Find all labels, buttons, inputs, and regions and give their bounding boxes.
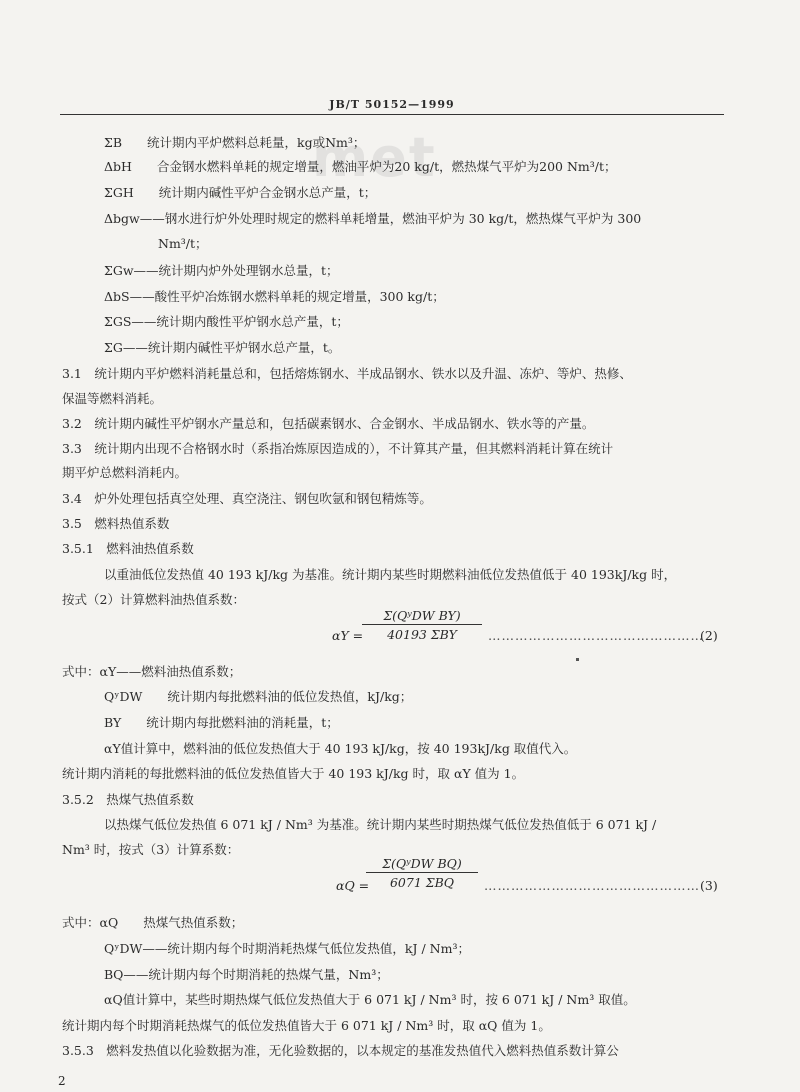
text-line: QʸDW——统计期内每个时期消耗热煤气低位发热值，kJ / Nm³； [104,941,470,956]
formula-2-numerator: Σ(QʸDW BY) [362,608,482,625]
text-line: BQ——统计期内每个时期消耗的热煤气量，Nm³； [104,967,389,982]
text-line: ΣB 统计期内平炉燃料总耗量，kg或Nm³； [104,135,366,150]
formula-2-leader: ………………………………………… [488,628,704,643]
text-line: QʸDW 统计期内每批燃料油的低位发热值，kJ/kg； [104,689,413,704]
text-line: 3.5.1 燃料油热值系数 [62,541,194,556]
formula-3-lhs: αQ = [336,878,370,893]
text-line: 3.5 燃料热值系数 [62,516,170,531]
text-line: ΣGw——统计期内炉外处理钢水总量，t； [104,263,339,278]
text-line: 3.1 统计期内平炉燃料消耗量总和，包括熔炼钢水、半成品钢水、铁水以及升温、冻炉、等炉、热修、 [62,366,632,381]
text-line: 按式（2）计算燃料油热值系数： [62,592,245,607]
formula-3-leader: ………………………………………… [484,878,700,893]
header-rule [60,114,724,115]
text-line: 式中：αQ 热煤气热值系数； [62,915,244,930]
formula-3-fraction [366,856,478,890]
formula-2-denominator: 40193 ΣBY [387,627,457,642]
text-line: Δbgw——钢水进行炉外处理时规定的燃料单耗增量，燃油平炉为 30 kg/t，燃热煤气平炉为 300 [104,211,642,226]
text-line: BY 统计期内每批燃料油的消耗量，t； [104,715,339,730]
text-line: αY值计算中，燃料油的低位发热值大于 40 193 kJ/kg，按 40 193kJ/kg 取值代入。 [104,741,577,756]
text-line: αQ值计算中，某些时期热煤气低位发热值大于 6 071 kJ / Nm³ 时，按 6 071 kJ / Nm³ 取值。 [104,992,636,1007]
formula-2-lhs: αY = [332,628,364,643]
text-line: Nm³/t； [158,236,208,251]
text-line: 统计期内每个时期消耗热煤气的低位发热值皆大于 6 071 kJ / Nm³ 时，取 αQ 值为 1。 [62,1018,551,1033]
scan-speck [576,658,579,661]
text-line: 3.5.2 热煤气热值系数 [62,792,194,807]
formula-3-denominator: 6071 ΣBQ [389,875,455,890]
text-line: 期平炉总燃料消耗内。 [62,465,188,480]
text-line: ΔbS——酸性平炉冶炼钢水燃料单耗的规定增量，300 kg/t； [104,289,445,304]
page-number: 2 [58,1074,66,1088]
formula-3-numerator: Σ(QʸDW BQ) [366,856,478,873]
text-line: 3.2 统计期内碱性平炉钢水产量总和，包括碳素钢水、合金钢水、半成品钢水、铁水等的产量。 [62,416,595,431]
text-line: ΣGH 统计期内碱性平炉合金钢水总产量，t； [104,185,377,200]
text-line: 以热煤气低位发热值 6 071 kJ / Nm³ 为基准。统计期内某些时期热煤气低位发热值低于 6 071 kJ / [104,817,657,832]
text-line: ΣG——统计期内碱性平炉钢水总产量，t。 [104,340,341,355]
text-line: ΔbH 合金钢水燃料单耗的规定增量，燃油平炉为20 kg/t，燃热煤气平炉为200 Nm³/t； [104,159,617,174]
text-line: 式中：αY——燃料油热值系数； [62,664,242,679]
text-line: 3.5.3 燃料发热值以化验数据为准，无化验数据的，以本规定的基准发热值代入燃料热值系数计算公 [62,1043,619,1058]
text-line: 3.3 统计期内出现不合格钢水时（系指冶炼原因造成的），不计算其产量，但其燃料消耗计算在统计 [62,441,614,456]
text-line: ΣGS——统计期内酸性平炉钢水总产量，t； [104,314,349,329]
text-line: 以重油低位发热值 40 193 kJ/kg 为基准。统计期内某些时期燃料油低位发热值低于 40 193kJ/kg 时， [104,567,677,582]
text-line: 保温等燃料消耗。 [62,391,163,406]
text-line: 统计期内消耗的每批燃料油的低位发热值皆大于 40 193 kJ/kg 时，取 αY 值为 1。 [62,766,525,781]
standard-header: JB/T 50152—1999 [329,98,455,111]
formula-3-number: (3) [700,878,718,893]
watermark: met [312,126,437,189]
text-line: 3.4 炉外处理包括真空处理、真空浇注、钢包吹氩和钢包精炼等。 [62,491,432,506]
formula-2-fraction [362,608,482,642]
formula-2-number: (2) [700,628,718,643]
text-line: Nm³ 时，按式（3）计算系数： [62,842,240,857]
